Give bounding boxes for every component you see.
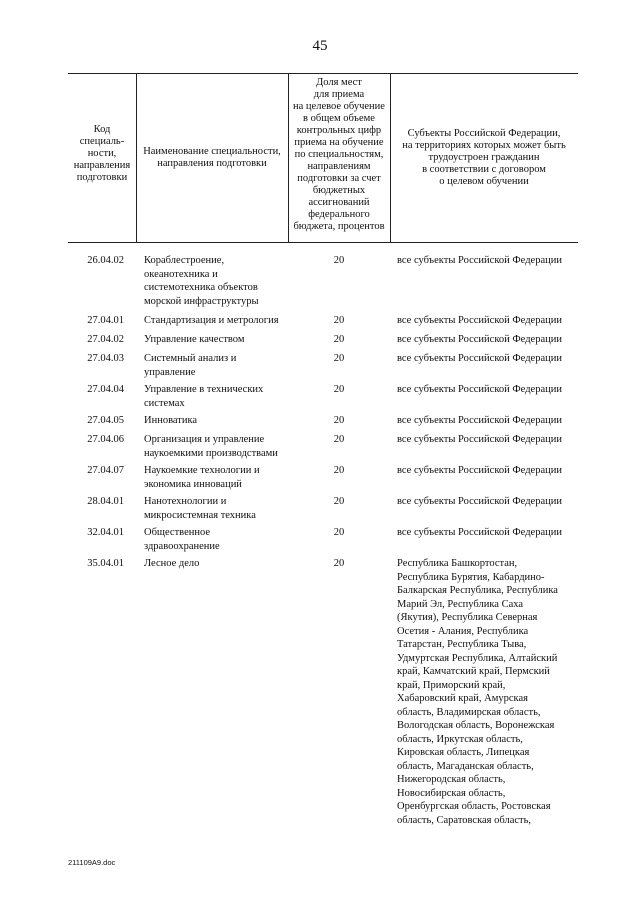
cell-subjects [397,383,577,397]
header-subjects: Субъекты Российской Федерации, на территориях которых может быть трудоустроен гражданин в соответствии с договором о целевом обучении [402,128,566,187]
cell-code: 27.04.05 [87,415,124,426]
cell-name-line: наукоемкими производствами [144,447,278,459]
cell-subjects [397,352,577,366]
cell-code: 27.04.01 [87,315,124,326]
cell-name-line: океанотехника и [144,268,218,280]
cell-subjects-line: все субъекты Российской Федерации [397,415,562,426]
cell-code: 27.04.03 [87,353,124,364]
cell-subjects-line: все субъекты Российской Федерации [397,465,562,476]
cell-name-line: Инноватика [144,415,198,426]
cell-name [144,526,284,553]
cell-name [144,352,284,379]
cell-name-line: Общественное [144,527,211,538]
cell-subjects [397,414,577,428]
cell-name [144,314,284,328]
cell-subjects-line: Вологодская область, Воронежская [397,720,555,731]
cell-subjects-line: все субъекты Российской Федерации [397,255,562,266]
cell-subjects [397,254,577,268]
cell-share: 20 [333,558,345,569]
cell-code: 26.04.02 [87,255,124,266]
header-name: Наименование специальности, направления подготовки [143,146,281,169]
cell-subjects [397,557,577,827]
cell-share: 20 [333,353,345,364]
cell-subjects-line: Татарстан, Республика Тыва, [397,639,527,650]
cell-subjects-line: Республика Башкортостан, [397,558,518,569]
cell-name [144,495,284,522]
header-code: Код специаль- ности, направления подготовки [73,124,131,183]
table-top-rule [68,73,578,74]
cell-name [144,333,284,347]
cell-name-line: управление [144,366,196,378]
cell-subjects-line: все субъекты Российской Федерации [397,315,562,326]
cell-subjects-line: Нижегородская область, [397,774,506,785]
cell-share: 20 [333,496,345,507]
cell-name-line: Управление в технических [144,384,264,395]
cell-subjects-line: все субъекты Российской Федерации [397,353,562,364]
cell-subjects [397,433,577,447]
cell-name-line: Лесное дело [144,558,200,569]
cell-name-line: Управление качеством [144,334,245,345]
cell-subjects [397,314,577,328]
cell-name-line: Наукоемкие технологии и [144,465,260,476]
cell-name [144,557,284,571]
cell-subjects-line: область, Владимирская область, [397,706,541,718]
cell-subjects-line: Оренбургская область, Ростовская [397,801,551,812]
cell-share: 20 [333,384,345,395]
cell-subjects-line: все субъекты Российской Федерации [397,527,562,538]
page-number: 45 [312,38,328,54]
cell-subjects-line: Кировская область, Липецкая [397,747,530,758]
cell-code: 27.04.02 [87,334,124,345]
cell-name-line: морской инфраструктуры [144,295,259,307]
cell-subjects-line: (Якутия), Республика Северная [397,612,538,623]
cell-share: 20 [333,465,345,476]
cell-code: 28.04.01 [87,496,124,507]
cell-subjects-line: Марий Эл, Республика Саха [397,598,524,610]
cell-subjects-line: Хабаровский край, Амурская [397,693,528,704]
cell-code: 35.04.01 [87,558,124,569]
cell-name [144,433,284,460]
cell-name-line: Организация и управление [144,434,265,445]
cell-share: 20 [333,255,345,266]
cell-code: 27.04.07 [87,465,124,476]
cell-subjects-line: область, Саратовская область, [397,814,532,826]
cell-subjects-line: все субъекты Российской Федерации [397,384,562,395]
cell-name-line: микросистемная техника [144,509,256,521]
cell-subjects [397,464,577,478]
cell-name [144,383,284,410]
cell-name-line: Системный анализ и [144,353,237,364]
cell-name-line: Стандартизация и метрология [144,315,279,326]
cell-share: 20 [333,415,345,426]
header-share: Доля мест для приема на целевое обучение в общем объеме контрольных цифр приема на обучение по специальностям, направлениям подготовки за счет бюджетных ассигнований федерального бюджета, процентов [293,77,385,232]
cell-subjects-line: область, Иркутская область, [397,733,523,745]
cell-subjects-line: все субъекты Российской Федерации [397,434,562,445]
cell-name [144,414,284,428]
cell-name-line: здравоохранение [144,540,220,552]
cell-subjects [397,333,577,347]
cell-code: 32.04.01 [87,527,124,538]
cell-name-line: Нанотехнологии и [144,496,227,507]
cell-share: 20 [333,315,345,326]
cell-name [144,464,284,491]
cell-name-line: экономика инноваций [144,478,242,490]
cell-code: 27.04.04 [87,384,124,395]
cell-subjects [397,495,577,509]
cell-code: 27.04.06 [87,434,124,445]
cell-subjects-line: все субъекты Российской Федерации [397,334,562,345]
cell-name [144,254,284,308]
cell-subjects-line: Удмуртская Республика, Алтайский [397,652,558,664]
cell-subjects-line: все субъекты Российской Федерации [397,496,562,507]
cell-subjects-line: край, Камчатский край, Пермский [397,666,550,677]
cell-name-line: Кораблестроение, [144,255,225,266]
cell-share: 20 [333,527,345,538]
table-header-rule [68,242,578,243]
cell-share: 20 [333,334,345,345]
cell-subjects-line: Новосибирская область, [397,787,506,799]
cell-name-line: системах [144,397,185,409]
cell-name-line: системотехника объектов [144,282,258,293]
cell-subjects-line: область, Магаданская область, [397,760,534,772]
cell-subjects-line: Осетия - Алания, Республика [397,625,529,637]
cell-subjects-line: Республика Бурятия, Кабардино- [397,571,545,583]
footer-filename: 211109А9.doc [68,858,116,867]
cell-share: 20 [333,434,345,445]
cell-subjects [397,526,577,540]
cell-subjects-line: край, Приморский край, [397,679,506,691]
cell-subjects-line: Балкарская Республика, Республика [397,585,558,596]
